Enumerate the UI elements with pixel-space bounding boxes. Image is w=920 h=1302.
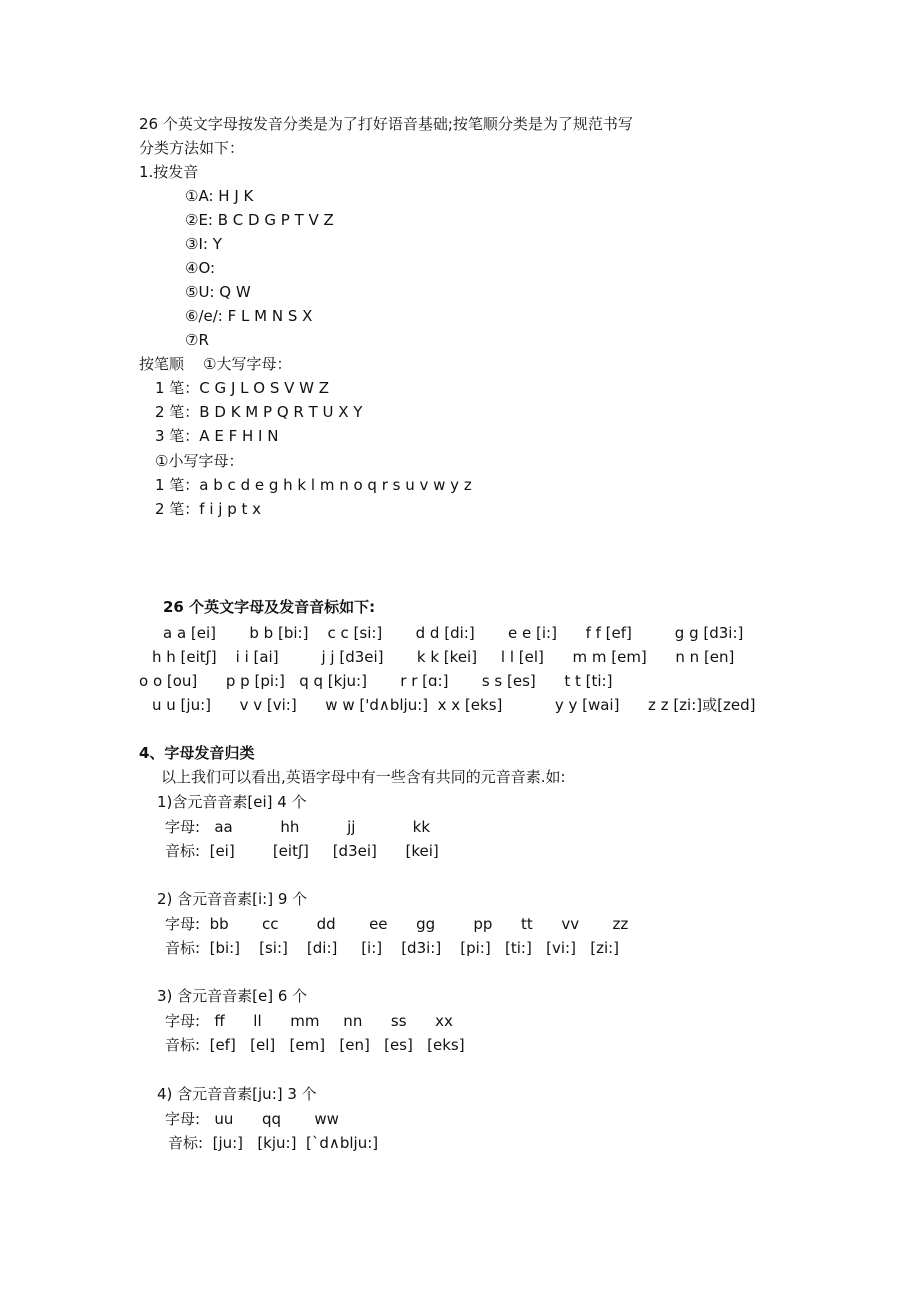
vowel-group-phonetics: 音标: [ju:] [kju:] [`d∧blju:] (168, 1134, 379, 1152)
method-text: 分类方法如下： (139, 139, 245, 157)
sound-group: ⑤U: Q W (185, 283, 251, 301)
lowercase-heading: ①小写字母： (155, 452, 244, 470)
sound-group: ②E: B C D G P T V Z (185, 211, 334, 229)
vowel-group-title: 2) 含元音音素[i:] 9 个 (157, 890, 308, 908)
vowel-group-phonetics: 音标: [ei] [eitʃ] [d3ei] [kei] (165, 842, 439, 860)
uppercase-stroke-row: 3 笔：A E F H I N (155, 427, 279, 445)
sound-group: ⑦R (185, 331, 209, 349)
uppercase-stroke-row: 2 笔：B D K M P Q R T U X Y (155, 403, 363, 421)
classification-heading: 4、字母发音归类 (139, 744, 255, 762)
vowel-group-letters: 字母: ff ll mm nn ss xx (165, 1012, 453, 1030)
stroke-heading: 按笔顺 (139, 355, 185, 373)
alphabet-row: u u [ju:] v v [vi:] w w ['d∧blju:] x x [eks] y y [wai] z z [zi:]或[zed] (152, 696, 756, 714)
vowel-group-letters: 字母: uu qq ww (165, 1110, 339, 1128)
vowel-group-phonetics: 音标: [bi:] [si:] [di:] [i:] [d3i:] [pi:] [ti:] [vi:] [zi:] (165, 939, 620, 957)
uppercase-stroke-row: 1 笔：C G J L O S V W Z (155, 379, 330, 397)
lowercase-stroke-row: 2 笔：f i j p t x (155, 500, 262, 518)
sound-group: ⑥/e/: F L M N S X (185, 307, 313, 325)
intro-text: 26 个英文字母按发音分类是为了打好语音基础;按笔顺分类是为了规范书写 (139, 115, 633, 133)
vowel-group-phonetics: 音标: [ef] [el] [em] [en] [es] [eks] (165, 1036, 465, 1054)
sound-group: ④O: (185, 259, 216, 277)
lowercase-stroke-row: 1 笔：a b c d e g h k l m n o q r s u v w y z (155, 476, 472, 494)
classification-intro: 以上我们可以看出,英语字母中有一些含有共同的元音音素.如: (161, 768, 566, 786)
alphabet-row: a a [ei] b b [bi:] c c [si:] d d [di:] e e [i:] f f [ef] g g [d3i:] (163, 624, 744, 642)
vowel-group-letters: 字母: aa hh jj kk (165, 818, 431, 836)
sound-group: ③I: Y (185, 235, 222, 253)
vowel-group-letters: 字母: bb cc dd ee gg pp tt vv zz (165, 915, 629, 933)
alphabet-row: o o [ou] p p [pi:] q q [kju:] r r [ɑ:] s s [es] t t [ti:] (139, 672, 613, 690)
by-sound-heading: 1.按发音 (139, 163, 199, 181)
vowel-group-title: 4) 含元音音素[ju:] 3 个 (157, 1085, 317, 1103)
uppercase-heading: ①大写字母： (203, 355, 292, 373)
alphabet-row: h h [eitʃ] i i [ai] j j [d3ei] k k [kei] l l [el] m m [em] n n [en] (152, 648, 735, 666)
vowel-group-title: 1)含元音音素[ei] 4 个 (157, 793, 307, 811)
vowel-group-title: 3) 含元音音素[e] 6 个 (157, 987, 308, 1005)
sound-group: ①A: H J K (185, 187, 254, 205)
alphabet-heading: 26 个英文字母及发音音标如下: (163, 598, 376, 616)
